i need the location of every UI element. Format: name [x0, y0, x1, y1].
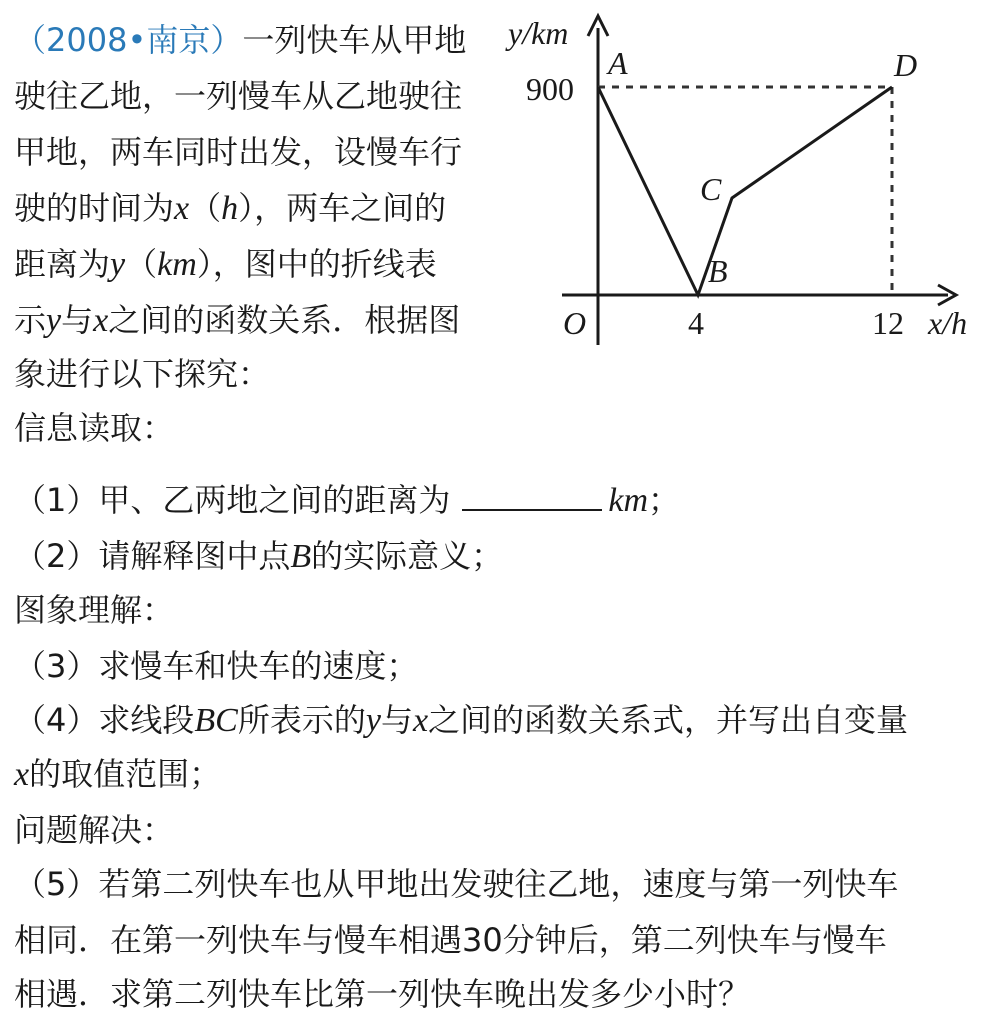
point-d-label: D	[894, 47, 918, 83]
point-b-label: B	[708, 253, 728, 289]
section-problem-solving: 问题解决：	[14, 811, 175, 849]
problem-line-4: 驶的时间为x（h），两车之间的	[14, 189, 447, 227]
question-4-line-2: x的取值范围；	[14, 755, 222, 793]
x-axis-label: x/h	[928, 305, 968, 341]
x-tick-4: 4	[688, 305, 704, 341]
question-1: （1）甲、乙两地之间的距离为 km；	[14, 481, 681, 519]
problem-line-5: 距离为y（km），图中的折线表	[14, 245, 437, 283]
point-c-label: C	[700, 171, 722, 207]
section-image-understanding: 图象理解：	[14, 591, 175, 629]
question-5-line-3: 相遇．求第二列快车比第一列快车晚出发多少小时？	[14, 975, 751, 1013]
answer-blank[interactable]	[462, 483, 602, 511]
problem-line-1: （2008•南京）一列快车从甲地	[14, 21, 467, 59]
section-info-reading: 信息读取：	[14, 409, 175, 447]
question-4-line-1: （4）求线段BC所表示的y与x之间的函数关系式，并写出自变量	[14, 701, 909, 739]
y-tick-900: 900	[526, 71, 574, 107]
problem-line-2: 驶往乙地，一列慢车从乙地驶往	[14, 77, 463, 115]
point-a-label: A	[608, 45, 628, 81]
x-tick-12: 12	[872, 305, 904, 341]
question-5-line-2: 相同．在第一列快车与慢车相遇30分钟后，第二列快车与慢车	[14, 921, 887, 959]
problem-line-3: 甲地，两车同时出发，设慢车行	[14, 133, 463, 171]
function-graph	[500, 0, 986, 360]
question-5-line-1: （5）若第二列快车也从甲地出发驶往乙地，速度与第一列快车	[14, 865, 899, 903]
origin-label: O	[563, 305, 587, 341]
question-3: （3）求慢车和快车的速度；	[14, 647, 419, 685]
graph-polyline	[598, 87, 892, 295]
question-2: （2）请解释图中点B的实际意义；	[14, 537, 504, 575]
problem-source: （2008•南京）	[14, 21, 243, 59]
problem-line-6: 示y与x之间的函数关系．根据图	[14, 301, 461, 339]
y-axis-label: y/km	[508, 15, 569, 51]
problem-line-7: 象进行以下探究：	[14, 355, 271, 393]
